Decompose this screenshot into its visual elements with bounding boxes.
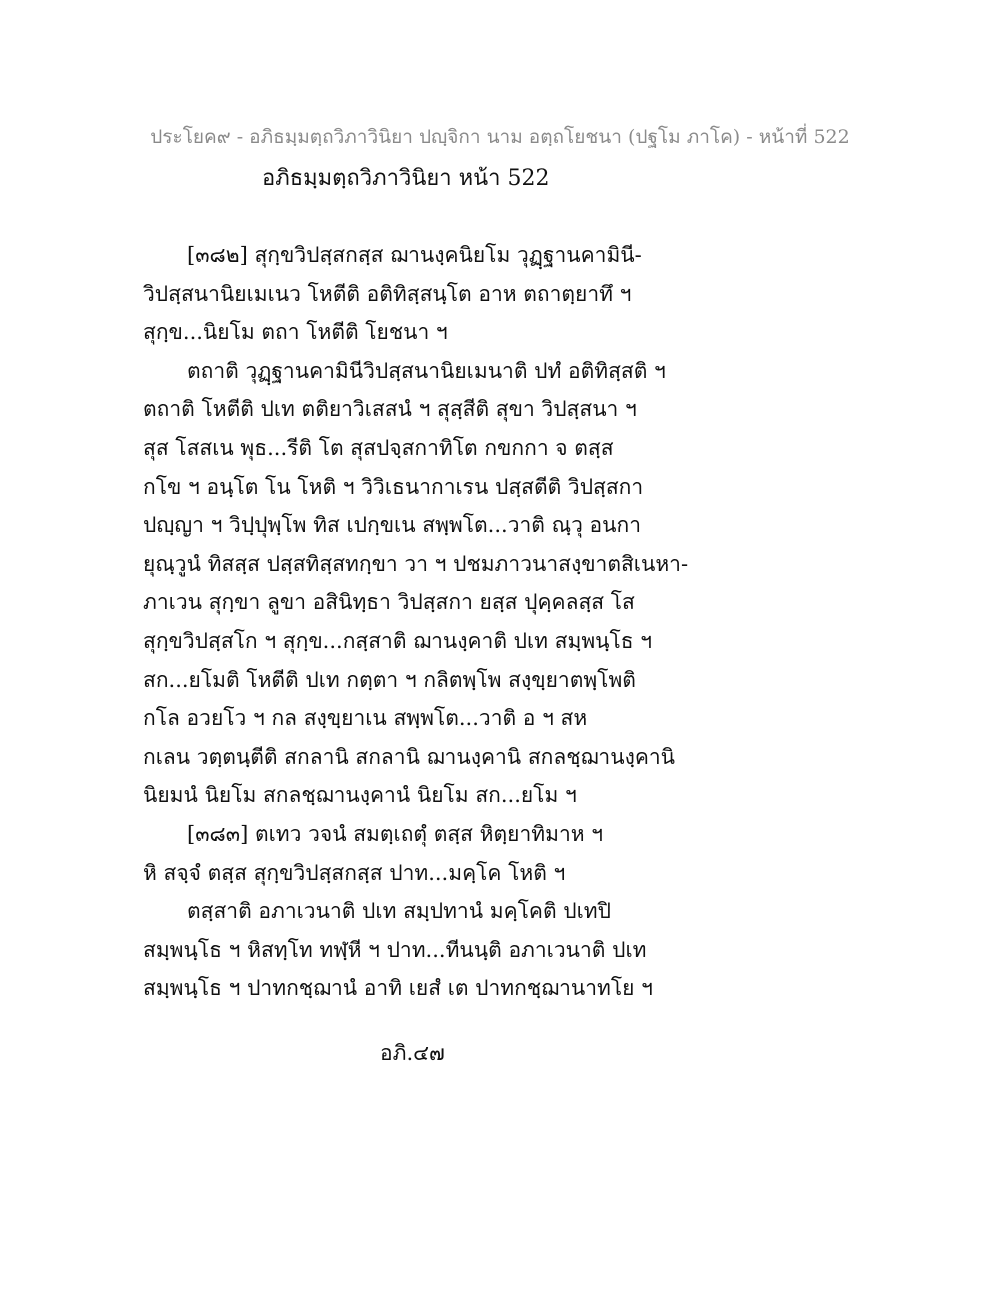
text-line: ยุณฺวูนํ ทิสสฺส ปสฺสทิสฺสทกฺขา วา ฯ ปชมภาวนาสงฺขาตสิเนหา-: [143, 551, 689, 576]
running-header-text: ประโยค๙ - อภิธมฺมตฺถวิภาวินิยา ปญฺจิกา นาม อตฺถโยชนา (ปฐโม ภาโค) - หน้าที่ 522: [150, 126, 850, 148]
text-line: [๓๘๓] ตเทว วจนํ สมตฺเถตุํ ตสฺส หิตฺยาทิมาห ฯ: [187, 821, 604, 846]
text-line: ตสฺสาติ อภาเวนาติ ปเท สมฺปทานํ มคฺโคติ ปเทปิ: [187, 899, 611, 924]
running-header: [0, 122, 1000, 152]
text-line: สุกฺขวิปสฺสโก ฯ สุกฺข...กสฺสาติ ฌานงฺคาติ ปเท สมฺพนฺโธ ฯ: [143, 628, 653, 653]
text-line: วิปสฺสนานิยเมเนว โหตีติ อติทิสฺสนฺโต อาห ตถาตฺยาทึ ฯ: [143, 281, 632, 306]
text-line: หิ สจฺจํ ตสฺส สุกฺขวิปสฺสกสฺส ปาท...มคฺโค โหติ ฯ: [143, 860, 566, 885]
text-line: สก...ยโมติ โหตีติ ปเท กตฺตา ฯ กลิตพฺโพ สงฺขฺยาตพฺโพติ: [143, 667, 636, 692]
text-line: ปญฺญา ฯ วิปฺปุพฺโพ ทิส เปกฺขเน สพฺพโต...วาติ ณฺวุ อนกา: [143, 513, 642, 538]
text-line: ตถาติ วุฏฺฐานคามินีวิปสฺสนานิยเมนาติ ปทํ อติทิสฺสติ ฯ: [187, 358, 666, 383]
page-title: อภิธมฺมตฺถวิภาวินิยา หน้า 522: [262, 166, 550, 191]
text-line: ภาเวน สุกฺขา ลูขา อสินิทฺธา วิปสฺสกา ยสฺส ปุคฺคลสฺส โส: [143, 590, 635, 615]
text-line: กโข ฯ อนฺโต โน โหติ ฯ วิวิเธนากาเรน ปสฺสตีติ วิปสฺสกา: [143, 474, 644, 499]
text-line: กโล อวยโว ฯ กล สงฺขฺยาเน สพฺพโต...วาติ อ ฯ สห: [143, 706, 588, 731]
text-line: สุส โสสเน พุธ...รีติ โต สุสปจฺสกาทิโต กขกกา จ ตสฺส: [143, 435, 614, 460]
text-line: สมฺพนฺโธ ฯ หิสทฺโท ทฬฺหี ฯ ปาท...ทีนนฺติ อภาเวนาติ ปเท: [143, 937, 647, 962]
text-line: สมฺพนฺโธ ฯ ปาทกชฺฌานํ อาทิ เยสํ เต ปาทกชฺฌานาทโย ฯ: [143, 976, 653, 1001]
text-line: นิยมนํ นิยโม สกลชฺฌานงฺคานํ นิยโม สก...ยโม ฯ: [143, 783, 577, 808]
page-signature: อภิ.๔๗: [380, 1041, 445, 1065]
text-line: สุกฺข...นิยโม ตถา โหตีติ โยชนา ฯ: [143, 320, 448, 345]
text-line: [๓๘๒] สุกฺขวิปสฺสกสฺส ฌานงฺคนิยโม วุฏฺฐานคามินี-: [187, 243, 642, 267]
body-text: [143, 236, 689, 1008]
text-line: กเลน วตฺตนฺตีติ สกลานิ สกลานิ ฌานงฺคานิ สกลชฺฌานงฺคานิ: [143, 744, 676, 769]
text-line: ตถาติ โหตีติ ปเท ตติยาวิเสสนํ ฯ สุสฺสีติ สุขา วิปสฺสนา ฯ: [143, 397, 637, 422]
